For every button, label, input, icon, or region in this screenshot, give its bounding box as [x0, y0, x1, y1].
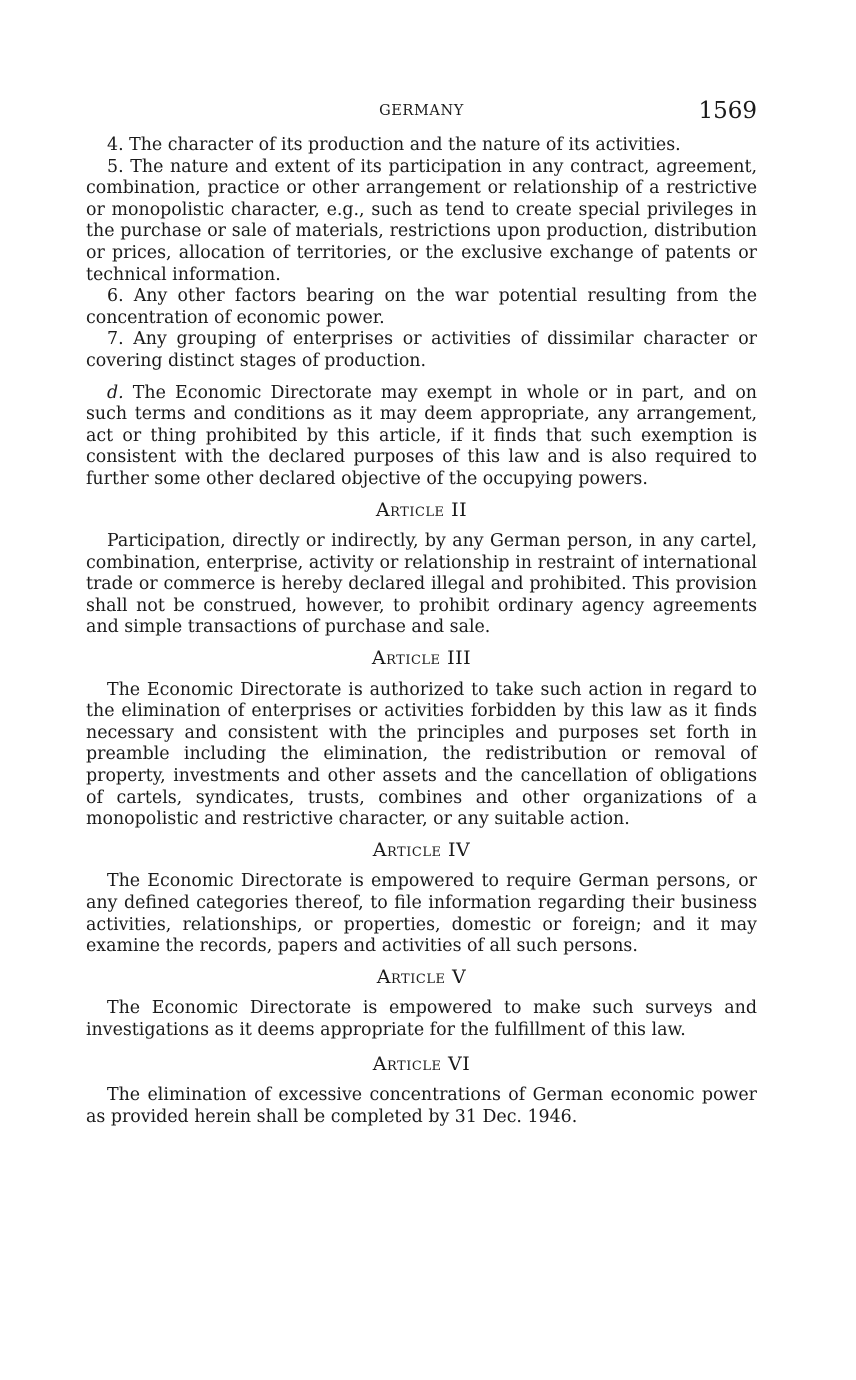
article-heading: Article III: [371, 647, 472, 670]
article-body: The Economic Directorate is empowered to make such surveys and investigations as it deems appropriate for the fulfillment of this law.: [86, 998, 757, 1040]
item-number: 7.: [107, 329, 124, 350]
list-item: [86, 286, 757, 329]
list-item: [86, 157, 757, 287]
item-text: The character of its production and the nature of its activities.: [129, 135, 681, 155]
item-text: The nature and extent of its participation in any contract, agreement, combination, practice or other arrangement or relationship of a restrictive or monopolistic character, e.g., such as tend to create special privileges in the purchase or sale of materials, restrictions upon production, distribution or prices, allocation of territories, or the exclusive exchange of patents or technical information.: [86, 156, 757, 285]
item-number: 4.: [107, 135, 124, 155]
article-body: The elimination of excessive concentrations of German economic power as provided herein shall be completed by 31 Dec. 1946.: [86, 1085, 757, 1127]
paragraph-d-text: The Economic Directorate may exempt in whole or in part, and on such terms and conditions as it may deem appropriate, any arrangement, act or thing prohibited by this article, if it finds that such exemption is consistent with the declared purposes of this law and is also required to further some other declared objective of the occupying powers.: [86, 382, 757, 489]
item-number: 5.: [107, 156, 124, 177]
article-body: Participation, directly or indirectly, by any German person, in any cartel, combination, enterprise, activity or relationship in restraint of international trade or commerce is hereby declared illegal and prohibited. This provision shall not be construed, however, to prohibit ordinary agency agreements and simple transactions of purchase and sale.: [86, 531, 757, 638]
article-heading: Article VI: [372, 1052, 471, 1075]
paragraph-d-label: d.: [107, 382, 124, 403]
article-heading: Article II: [375, 498, 468, 521]
document-page: [86, 98, 757, 1128]
paragraph-d: [86, 383, 757, 491]
article-heading: Article IV: [372, 838, 471, 861]
item-number: 6.: [107, 286, 124, 307]
item-text: Any other factors bearing on the war potential resulting from the concentration of economic power.: [86, 286, 757, 328]
list-item: [86, 329, 757, 372]
item-text: Any grouping of enterprises or activities of dissimilar character or covering distinct stages of production.: [86, 329, 757, 371]
numbered-items: [86, 135, 757, 373]
page-header: [86, 98, 757, 128]
list-item: [86, 135, 757, 157]
article-heading: Article V: [376, 965, 467, 988]
page-number: 1569: [698, 98, 757, 124]
running-head: GERMANY: [379, 103, 464, 119]
article-body: The Economic Directorate is authorized to take such action in regard to the elimination of enterprises or activities forbidden by this law as it finds necessary and consistent with the principles and purposes set forth in preamble including the elimination, the redistribution or removal of property, investments and other assets and the cancellation of obligations of cartels, syndicates, trusts, combines and other organizations of a monopolistic and restrictive character, or any suitable action.: [86, 679, 757, 830]
article-body: The Economic Directorate is empowered to require German persons, or any defined categories thereof, to file information regarding their business activities, relationships, or properties, domestic or foreign; and it may examine the records, papers and activities of all such persons.: [86, 871, 757, 957]
